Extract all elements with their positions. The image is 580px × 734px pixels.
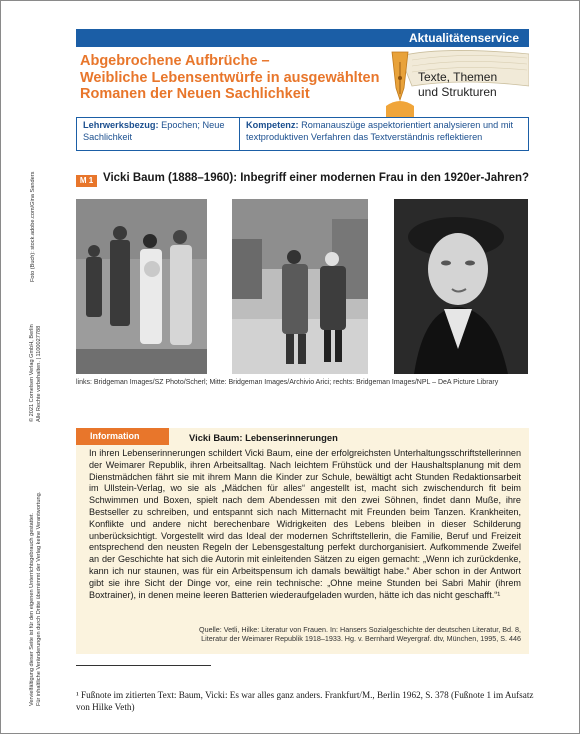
page-title: Abgebrochene Aufbrüche – Weibliche Lebensentwürfe in ausgewählten Romanen der Neuen Sachlichkeit [80, 53, 380, 102]
reference-table [76, 117, 529, 151]
side-photo-credit: Foto (Buch): stock.adobe.com/Gina Sanders [30, 171, 36, 282]
information-box [76, 428, 529, 654]
side-copyright: © 2021 Cornelsen Verlag GmbH, Berlin Alle Rechte vorbehalten. | 1100027788 [29, 324, 42, 422]
series-title: Texte, Themen und Strukturen [418, 70, 498, 99]
information-heading: Vicki Baum: Lebenserinnerungen [189, 432, 338, 443]
information-tag: Information [76, 428, 169, 445]
photo-credit: links: Bridgeman Images/SZ Photo/Scherl; Mitte: Bridgeman Images/Archivio Arici; rechts: Bridgeman Images/NPL – DeA Picture Library [76, 379, 499, 386]
service-bar [76, 29, 529, 47]
footnote: ¹ Fußnote im zitierten Text: Baum, Vicki: Es war alles ganz anders. Frankfurt/M., Berlin 1962, S. 378 (Fußnote 1 im Aufsatz von Hilke Veth) [76, 690, 534, 712]
photo-group-middle [232, 199, 368, 374]
information-source: Quelle: Vetli, Hilke: Literatur von Frauen. In: Hansers Sozialgeschichte der deutschen Literatur, Bd. 8, Literatur der Weimarer Republik 1918–1933. Hg. v. Bernhard Weyergraf. dtv, München, 1995, S. 446 [198, 625, 521, 643]
material-title: Vicki Baum (1888–1960): Inbegriff einer modernen Frau in den 1920er-Jahren? [103, 172, 530, 184]
photo-group-left [76, 199, 207, 374]
information-text: In ihren Lebenserinnerungen schildert Vicki Baum, eine der erfolgreichsten Unterhaltungsschriftstellerinnen der Weimarer Republik, ihren Arbeitsalltag. Nach leichtem Frühstück und der Haushaltsplanung mit dem Dienstmädchen fährt sie mit ihrem Mann die Kinder zur Schule, bewältigt acht Stunden Redaktionsarbeit im Ullstein-Verlag, wo sie als „Mädchen für alles“ angestellt ist, macht sich zwischendurch fit beim Schwimmen und Boxen, spielt nach dem Abendessen mit den zwei Söhnen, findet dann Muße, ihre Bestseller zu schreiben, und entspannt sich nach Mitternacht mit Freunden beim Tanzen. Krankheiten, Konflikte und andere nicht berechenbare Widrigkeiten des Lebens bleiben in dieser Schilderung unberücksichtigt. Vorgestellt wird das Ideal der modernen Schriftstellerin, die Familie, Beruf und Freizeit entsprechend den neusten Regeln der Lebensgestaltung perfekt durchorganisiert. Aufkommende Zweifel an der Geschichte hat sich die Autorin mit einleitenden Sätzen zu eigen gemacht: „Wenn ich zurückdenke, kann ich nur staunen, was für ein Arbeitspensum ich damals bewältigt habe.“ Aber schon in der Antwort gibt sie ihre Sicht der Dinge vor, eine rein technische: „Ohne meine Stunden bei Sabri Mahir (ihrem Boxtrainer), in denen meine leeren Batterien wiederaufgeladen wurden, hätte ich das nicht geschafft.“¹ [89, 448, 521, 600]
material-badge: M 1 [76, 175, 97, 187]
side-usage-note: Vervielfältigung dieser Seite ist für den eigenen Unterrichtsgebrauch gestattet. Für inhaltliche Veränderungen durch Dritte übernimmt der Verlag keine Verantwortung. [29, 491, 42, 706]
lehrwerk-cell: Lehrwerksbezug: Epochen; Neue Sachlichkeit [77, 118, 240, 150]
footnote-divider [76, 665, 211, 666]
kompetenz-cell: Kompetenz: Romanauszüge aspektorientiert analysieren und mit textproduktiven Verfahren das Textverständnis reflektieren [246, 120, 514, 142]
photo-portrait-right [394, 199, 528, 374]
service-label: Aktualitätenservice [408, 31, 519, 45]
